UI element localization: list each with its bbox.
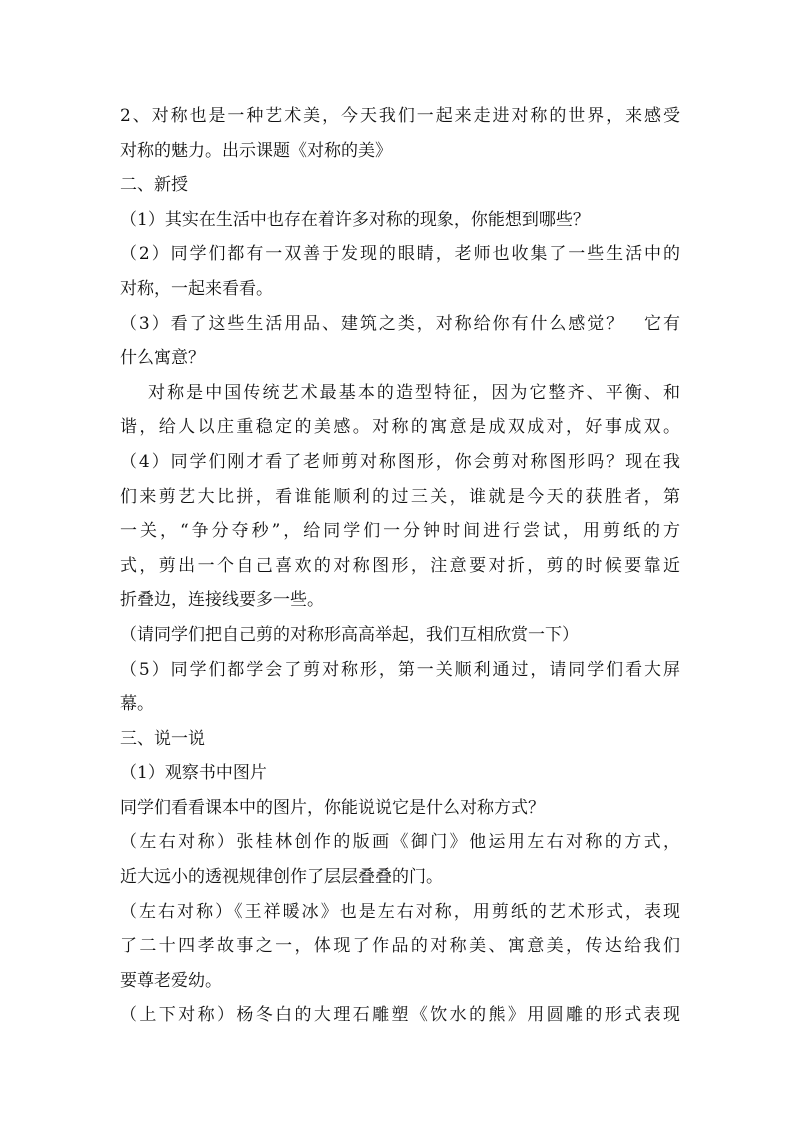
- text-line: 同学们看看课本中的图片，你能说说它是什么对称方式？: [120, 797, 545, 818]
- text-line: （左右对称）张桂林创作的版画《御门》他运用左右对称的方式，: [120, 832, 680, 853]
- text-line: 式，剪出一个自己喜欢的对称图形，注意要对折，剪的时候要靠近: [120, 555, 680, 576]
- text-line: 什么寓意？: [120, 348, 205, 369]
- text-line: 谐，给人以庄重稳定的美感。对称的寓意是成双成对，好事成双。: [120, 417, 680, 438]
- text-line: （4）同学们刚才看了老师剪对称图形，你会剪对称图形吗？现在我: [120, 451, 680, 472]
- text-line: 了二十四孝故事之一，体现了作品的对称美、寓意美，传达给我们: [120, 936, 680, 957]
- text-line: 对称是中国传统艺术最基本的造型特征，因为它整齐、平衡、和: [148, 382, 680, 403]
- text-line: 幕。: [120, 694, 154, 715]
- text-line: （5）同学们都学会了剪对称形，第一关顺利通过，请同学们看大屏: [120, 659, 680, 680]
- text-line: （1）其实在生活中也存在着许多对称的现象，你能想到哪些？: [120, 209, 590, 230]
- text-line: 一关，“争分夺秒”，给同学们一分钟时间进行尝试，用剪纸的方: [120, 521, 680, 542]
- text-line: （左右对称）《王祥暖冰》也是左右对称，用剪纸的艺术形式，表现: [120, 901, 680, 922]
- text-line: （请同学们把自己剪的对称形高高举起，我们互相欣赏一下）: [120, 624, 579, 645]
- text-line: 三、说一说: [120, 728, 205, 749]
- text-line: 二、新授: [120, 175, 188, 196]
- text-line: 对称，一起来看看。: [120, 278, 273, 299]
- text-line: 对称的魅力。出示课题《对称的美》: [120, 140, 392, 161]
- document-body: [120, 99, 680, 1033]
- text-line: （3）看了这些生活用品、建筑之类，对称给你有什么感觉？ 它有: [120, 313, 680, 334]
- text-line: （1）观察书中图片: [120, 763, 267, 784]
- text-line: （2）同学们都有一双善于发现的眼睛，老师也收集了一些生活中的: [120, 244, 680, 265]
- text-line: 2、对称也是一种艺术美，今天我们一起来走进对称的世界，来感受: [120, 106, 680, 126]
- text-line: 们来剪艺大比拼，看谁能顺利的过三关，谁就是今天的获胜者，第: [120, 486, 680, 507]
- text-line: 近大远小的透视规律创作了层层叠叠的门。: [120, 867, 443, 888]
- text-line: （上下对称）杨冬白的大理石雕塑《饮水的熊》用圆雕的形式表现: [120, 1005, 680, 1026]
- text-line: 折叠边，连接线要多一些。: [120, 590, 324, 611]
- text-line: 要尊老爱幼。: [120, 970, 222, 991]
